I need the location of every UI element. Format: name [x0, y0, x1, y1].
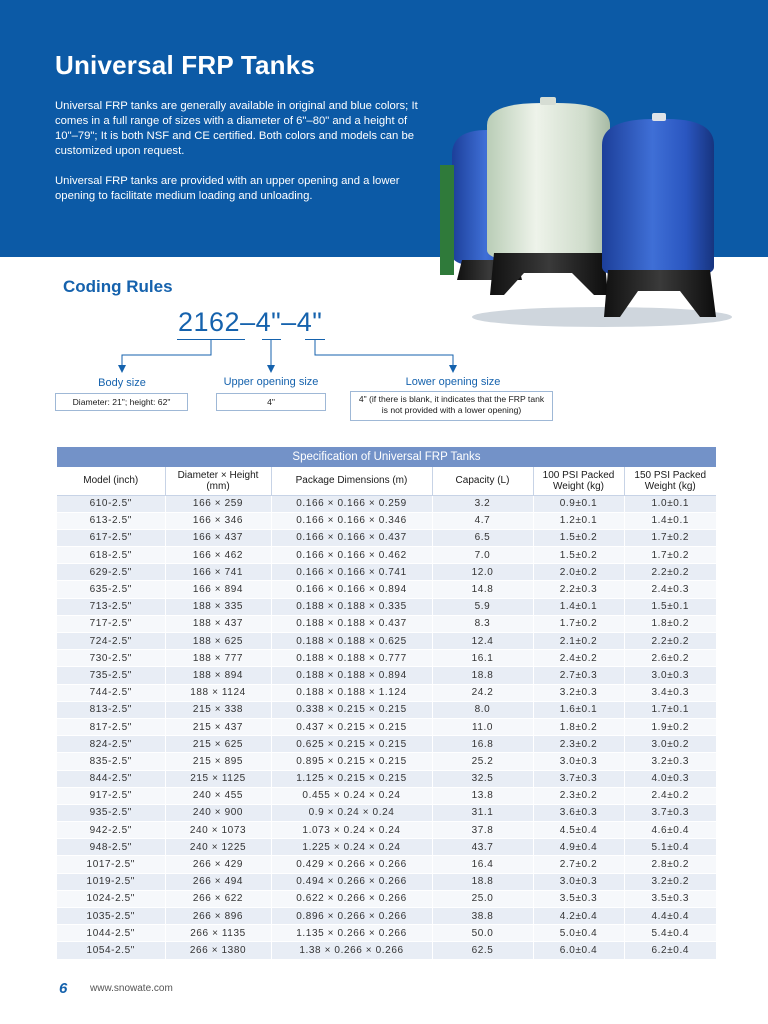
table-cell: 735-2.5": [57, 667, 165, 684]
table-cell: 18.8: [432, 873, 533, 890]
table-cell: 240 × 900: [165, 804, 271, 821]
table-row: [57, 684, 716, 701]
table-cell: 50.0: [432, 925, 533, 942]
header-model: Model (inch): [57, 467, 165, 495]
table-cell: 4.0±0.3: [624, 770, 716, 787]
table-cell: 240 × 1073: [165, 822, 271, 839]
website-url: www.snowate.com: [90, 983, 173, 994]
table-cell: 2.4±0.2: [624, 787, 716, 804]
table-cell: 0.188 × 0.188 × 0.437: [271, 615, 432, 632]
table-cell: 2.7±0.2: [533, 856, 624, 873]
table-cell: 215 × 625: [165, 736, 271, 753]
table-cell: 188 × 894: [165, 667, 271, 684]
table-cell: 14.8: [432, 581, 533, 598]
table-cell: 0.9 × 0.24 × 0.24: [271, 804, 432, 821]
table-cell: 3.2: [432, 495, 533, 512]
table-cell: 3.0±0.3: [533, 753, 624, 770]
table-cell: 188 × 777: [165, 650, 271, 667]
table-cell: 617-2.5": [57, 529, 165, 546]
table-cell: 817-2.5": [57, 718, 165, 735]
table-cell: 3.0±0.2: [624, 736, 716, 753]
body-size-label: Body size: [98, 377, 146, 389]
table-cell: 166 × 259: [165, 495, 271, 512]
table-cell: 0.625 × 0.215 × 0.215: [271, 736, 432, 753]
table-cell: 215 × 1125: [165, 770, 271, 787]
table-cell: 2.4±0.2: [533, 650, 624, 667]
table-cell: 16.1: [432, 650, 533, 667]
table-cell: 635-2.5": [57, 581, 165, 598]
table-row: [57, 701, 716, 718]
table-cell: 8.3: [432, 615, 533, 632]
table-cell: 0.896 × 0.266 × 0.266: [271, 908, 432, 925]
table-row: [57, 770, 716, 787]
coding-example: 2162–4"–4": [178, 307, 323, 337]
table-cell: 0.188 × 0.188 × 0.335: [271, 598, 432, 615]
table-cell: 4.4±0.4: [624, 908, 716, 925]
table-row: [57, 787, 716, 804]
table-cell: 166 × 437: [165, 529, 271, 546]
table-cell: 2.2±0.2: [624, 564, 716, 581]
table-cell: 1044-2.5": [57, 925, 165, 942]
table-cell: 240 × 1225: [165, 839, 271, 856]
table-cell: 0.166 × 0.166 × 0.462: [271, 547, 432, 564]
table-cell: 266 × 1380: [165, 942, 271, 959]
table-cell: 266 × 896: [165, 908, 271, 925]
table-cell: 2.8±0.2: [624, 856, 716, 873]
table-cell: 188 × 335: [165, 598, 271, 615]
table-cell: 32.5: [432, 770, 533, 787]
table-cell: 1.5±0.1: [624, 598, 716, 615]
table-cell: 3.0±0.3: [533, 873, 624, 890]
table-cell: 166 × 462: [165, 547, 271, 564]
table-title: Specification of Universal FRP Tanks: [57, 447, 716, 467]
table-cell: 11.0: [432, 718, 533, 735]
table-cell: 5.4±0.4: [624, 925, 716, 942]
table-row: [57, 753, 716, 770]
table-cell: 824-2.5": [57, 736, 165, 753]
table-cell: 917-2.5": [57, 787, 165, 804]
table-cell: 5.1±0.4: [624, 839, 716, 856]
table-cell: 724-2.5": [57, 633, 165, 650]
table-cell: 3.4±0.3: [624, 684, 716, 701]
header-capacity: Capacity (L): [432, 467, 533, 495]
openings-paragraph: Universal FRP tanks are provided with an upper opening and a lower opening to facilitate medium loading and unloading.: [55, 175, 400, 202]
table-cell: 5.0±0.4: [533, 925, 624, 942]
table-cell: 3.7±0.3: [624, 804, 716, 821]
table-cell: 610-2.5": [57, 495, 165, 512]
table-row: [57, 667, 716, 684]
table-cell: 16.8: [432, 736, 533, 753]
table-cell: 240 × 455: [165, 787, 271, 804]
table-cell: 744-2.5": [57, 684, 165, 701]
table-cell: 18.8: [432, 667, 533, 684]
table-row: [57, 908, 716, 925]
table-cell: 215 × 895: [165, 753, 271, 770]
header-100psi-weight: 100 PSI Packed Weight (kg): [533, 467, 624, 495]
table-cell: 1.8±0.2: [624, 615, 716, 632]
table-row: [57, 942, 716, 959]
table-cell: 1.4±0.1: [533, 598, 624, 615]
table-cell: 2.4±0.3: [624, 581, 716, 598]
table-row: [57, 925, 716, 942]
table-cell: 0.166 × 0.166 × 0.346: [271, 512, 432, 529]
table-cell: 0.429 × 0.266 × 0.266: [271, 856, 432, 873]
table-cell: 3.6±0.3: [533, 804, 624, 821]
table-cell: 3.0±0.3: [624, 667, 716, 684]
table-cell: 844-2.5": [57, 770, 165, 787]
table-cell: 1.4±0.1: [624, 512, 716, 529]
table-row: [57, 890, 716, 907]
table-cell: 4.6±0.4: [624, 822, 716, 839]
table-cell: 0.9±0.1: [533, 495, 624, 512]
table-cell: 166 × 741: [165, 564, 271, 581]
table-row: [57, 736, 716, 753]
table-cell: 1.7±0.2: [624, 529, 716, 546]
upper-opening-label: Upper opening size: [223, 376, 319, 388]
table-cell: 2.3±0.2: [533, 736, 624, 753]
table-cell: 24.2: [432, 684, 533, 701]
table-cell: 31.1: [432, 804, 533, 821]
table-cell: 12.0: [432, 564, 533, 581]
page-title: Universal FRP Tanks: [55, 50, 316, 80]
table-header-row: [57, 467, 716, 495]
table-row: [57, 564, 716, 581]
table-cell: 4.5±0.4: [533, 822, 624, 839]
table-cell: 2.1±0.2: [533, 633, 624, 650]
code-underline-upper: [262, 339, 281, 340]
table-cell: 188 × 625: [165, 633, 271, 650]
table-cell: 4.7: [432, 512, 533, 529]
table-cell: 0.166 × 0.166 × 0.259: [271, 495, 432, 512]
table-row: [57, 598, 716, 615]
table-row: [57, 547, 716, 564]
table-cell: 37.8: [432, 822, 533, 839]
table-row: [57, 822, 716, 839]
table-cell: 2.2±0.3: [533, 581, 624, 598]
table-cell: 215 × 437: [165, 718, 271, 735]
table-cell: 1.073 × 0.24 × 0.24: [271, 822, 432, 839]
table-cell: 3.2±0.3: [533, 684, 624, 701]
table-cell: 813-2.5": [57, 701, 165, 718]
table-row: [57, 650, 716, 667]
body-size-value: Diameter: 21"; height: 62": [55, 393, 188, 411]
upper-opening-value: 4": [216, 393, 326, 411]
table-cell: 6.0±0.4: [533, 942, 624, 959]
table-cell: 8.0: [432, 701, 533, 718]
table-cell: 629-2.5": [57, 564, 165, 581]
table-cell: 25.0: [432, 890, 533, 907]
table-cell: 3.5±0.3: [533, 890, 624, 907]
table-cell: 1.0±0.1: [624, 495, 716, 512]
table-cell: 2.0±0.2: [533, 564, 624, 581]
table-cell: 2.2±0.2: [624, 633, 716, 650]
table-cell: 1.135 × 0.266 × 0.266: [271, 925, 432, 942]
table-cell: 0.188 × 0.188 × 0.625: [271, 633, 432, 650]
table-row: [57, 856, 716, 873]
table-row: [57, 718, 716, 735]
table-cell: 0.166 × 0.166 × 0.741: [271, 564, 432, 581]
table-cell: 43.7: [432, 839, 533, 856]
table-cell: 215 × 338: [165, 701, 271, 718]
table-cell: 5.9: [432, 598, 533, 615]
table-cell: 0.494 × 0.266 × 0.266: [271, 873, 432, 890]
table-cell: 266 × 429: [165, 856, 271, 873]
table-cell: 1.6±0.1: [533, 701, 624, 718]
table-cell: 266 × 494: [165, 873, 271, 890]
table-row: [57, 581, 716, 598]
table-row: [57, 633, 716, 650]
table-row: [57, 615, 716, 632]
table-cell: 7.0: [432, 547, 533, 564]
table-cell: 1.5±0.2: [533, 529, 624, 546]
table-cell: 13.8: [432, 787, 533, 804]
table-cell: 266 × 1135: [165, 925, 271, 942]
table-cell: 1.7±0.2: [533, 615, 624, 632]
header-diameter-height: Diameter × Height (mm): [165, 467, 271, 495]
table-cell: 6.5: [432, 529, 533, 546]
table-cell: 1019-2.5": [57, 873, 165, 890]
table-cell: 1.38 × 0.266 × 0.266: [271, 942, 432, 959]
table-cell: 717-2.5": [57, 615, 165, 632]
table-cell: 2.3±0.2: [533, 787, 624, 804]
table-cell: 1.2±0.1: [533, 512, 624, 529]
lower-opening-label: Lower opening size: [405, 376, 501, 388]
code-underline-body: [177, 339, 245, 340]
table-cell: 618-2.5": [57, 547, 165, 564]
table-cell: 2.7±0.3: [533, 667, 624, 684]
table-cell: 0.188 × 0.188 × 1.124: [271, 684, 432, 701]
intro-paragraph: Universal FRP tanks are generally available in original and blue colors; It comes in a full range of sizes with a diameter of 6"–80" and a height of 10"–79"; It is both NSF and CE certified. Both colors and models can be customized upon request.: [55, 100, 418, 157]
table-cell: 0.455 × 0.24 × 0.24: [271, 787, 432, 804]
header-package-dimensions: Package Dimensions (m): [271, 467, 432, 495]
table-cell: 730-2.5": [57, 650, 165, 667]
table-cell: 3.2±0.2: [624, 873, 716, 890]
table-cell: 1.7±0.2: [624, 547, 716, 564]
table-cell: 166 × 894: [165, 581, 271, 598]
table-cell: 0.188 × 0.188 × 0.894: [271, 667, 432, 684]
table-row: [57, 839, 716, 856]
table-cell: 3.2±0.3: [624, 753, 716, 770]
table-cell: 0.437 × 0.215 × 0.215: [271, 718, 432, 735]
table-cell: 613-2.5": [57, 512, 165, 529]
coding-rules-title: Coding Rules: [63, 277, 173, 296]
table-cell: 0.188 × 0.188 × 0.777: [271, 650, 432, 667]
table-row: [57, 495, 716, 512]
table-cell: 942-2.5": [57, 822, 165, 839]
table-cell: 16.4: [432, 856, 533, 873]
table-cell: 1.5±0.2: [533, 547, 624, 564]
page-number: 6: [59, 980, 68, 997]
table-cell: 6.2±0.4: [624, 942, 716, 959]
table-cell: 62.5: [432, 942, 533, 959]
table-cell: 166 × 346: [165, 512, 271, 529]
table-cell: 1.8±0.2: [533, 718, 624, 735]
table-cell: 0.622 × 0.266 × 0.266: [271, 890, 432, 907]
table-cell: 188 × 1124: [165, 684, 271, 701]
table-body: [57, 495, 716, 959]
table-cell: 188 × 437: [165, 615, 271, 632]
table-cell: 38.8: [432, 908, 533, 925]
table-row: [57, 873, 716, 890]
table-row: [57, 804, 716, 821]
frp-tanks-image: [432, 95, 732, 330]
table-row: [57, 529, 716, 546]
table-cell: 266 × 622: [165, 890, 271, 907]
table-cell: 0.166 × 0.166 × 0.894: [271, 581, 432, 598]
table-cell: 1.225 × 0.24 × 0.24: [271, 839, 432, 856]
table-row: [57, 512, 716, 529]
table-cell: 1035-2.5": [57, 908, 165, 925]
table-cell: 1.125 × 0.215 × 0.215: [271, 770, 432, 787]
table-cell: 4.9±0.4: [533, 839, 624, 856]
header-150psi-weight: 150 PSI Packed Weight (kg): [624, 467, 716, 495]
table-cell: 948-2.5": [57, 839, 165, 856]
table-cell: 0.895 × 0.215 × 0.215: [271, 753, 432, 770]
table-cell: 12.4: [432, 633, 533, 650]
table-cell: 0.338 × 0.215 × 0.215: [271, 701, 432, 718]
table-cell: 1054-2.5": [57, 942, 165, 959]
table-cell: 2.6±0.2: [624, 650, 716, 667]
table-cell: 1024-2.5": [57, 890, 165, 907]
specification-table: [57, 447, 716, 960]
table-cell: 0.166 × 0.166 × 0.437: [271, 529, 432, 546]
table-cell: 1.9±0.2: [624, 718, 716, 735]
table-cell: 935-2.5": [57, 804, 165, 821]
table-cell: 1.7±0.1: [624, 701, 716, 718]
code-underline-lower: [305, 339, 325, 340]
table-cell: 1017-2.5": [57, 856, 165, 873]
table-cell: 835-2.5": [57, 753, 165, 770]
table-cell: 3.7±0.3: [533, 770, 624, 787]
table-cell: 3.5±0.3: [624, 890, 716, 907]
lower-opening-value: 4" (if there is blank, it indicates that the FRP tank is not provided with a lower opening): [350, 391, 553, 421]
table-cell: 713-2.5": [57, 598, 165, 615]
table-cell: 4.2±0.4: [533, 908, 624, 925]
table-cell: 25.2: [432, 753, 533, 770]
